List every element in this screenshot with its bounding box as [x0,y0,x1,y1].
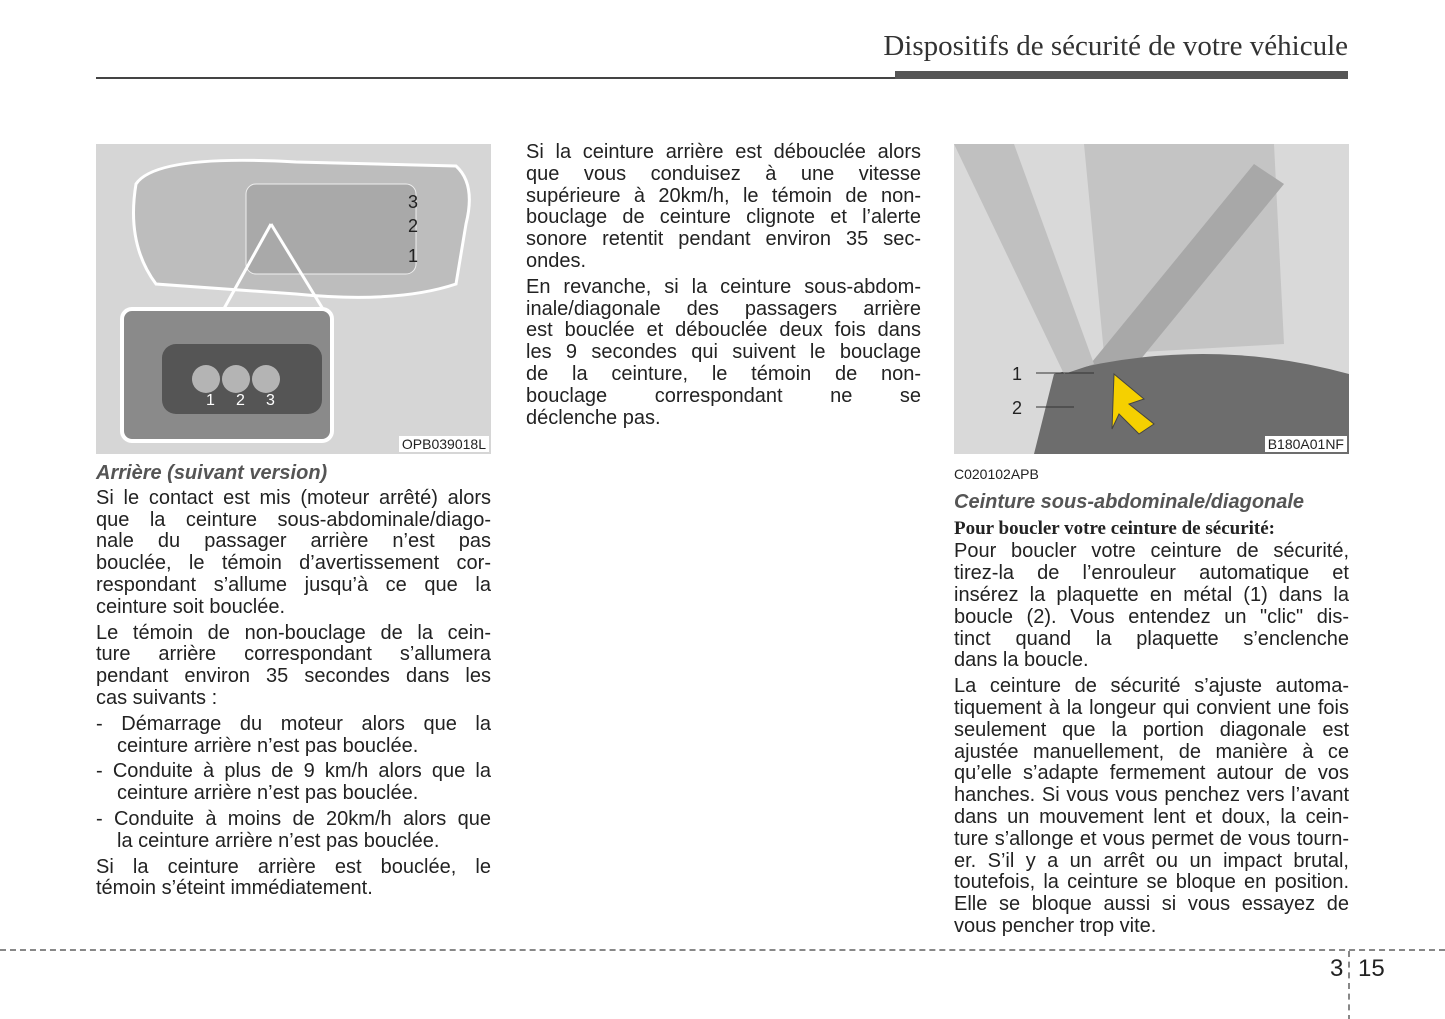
text-line: respondant s’allume jusqu’à ce que la [96,573,491,596]
text-line: - Conduite à moins de 20km/h alors que [96,807,491,830]
paragraph [526,142,921,273]
text-line: tiquement à la longeur qui convient une fois [954,696,1349,719]
text-line: dans un mouvement lent et doux, la cein- [954,805,1349,828]
text-line: er. S’il y a un arrêt ou un impact brutal, [954,849,1349,872]
text-line: tinct quand la plaquette s’enclenche [954,627,1349,650]
text-line: boucle (2). Vous entendez un "clic" dis- [954,605,1349,628]
text-line: la ceinture arrière n’est pas bouclée. [117,829,440,852]
header-bar [895,71,1348,79]
text-line: vous pencher trop vite. [954,914,1157,937]
text-line: Si la ceinture arrière est bouclée, le [96,855,491,878]
text-line: ondes. [526,249,587,272]
figure-caption: OPB039018L [399,436,489,452]
section-heading: Ceinture sous-abdominale/diagonale [954,490,1305,513]
label-buckle-2: 2 [1012,398,1023,418]
column-right [954,464,1349,942]
text-line: témoin s’éteint immédiatement. [96,877,373,900]
paragraph [526,277,921,430]
text-line: dans la boucle. [954,649,1089,672]
indicator-label-2: 2 [236,392,245,409]
bullet-item [96,809,491,853]
text-line: que la ceinture sous-abdominale/diago- [96,508,491,531]
text-line: bouclage de ceinture clignote et l’alerte [526,206,921,229]
indicator-label-3: 3 [266,392,275,409]
header-rule [96,77,896,79]
text-line: déclenche pas. [526,406,661,429]
text-line: - Démarrage du moteur alors que la [96,712,491,735]
subheading: Pour boucler votre ceinture de sécurité: [954,517,1275,539]
seat-label-1: 1 [408,246,419,266]
page-header-title: Dispositifs de sécurité de votre véhicule [883,30,1348,62]
label-plate-1: 1 [1012,364,1023,384]
text-line: tirez-la de l’enrouleur automatique et [954,562,1349,585]
text-line: ceinture arrière n’est pas bouclée. [117,782,419,805]
section-heading: Arrière (suivant version) [96,462,328,484]
text-line: Pour boucler votre ceinture de sécurité, [954,540,1349,563]
text-line: ture arrière correspondant s’allumera [96,643,491,666]
paragraph [96,488,491,619]
text-line: sonore retentit pendant environ 35 sec- [526,228,921,251]
paragraph [954,541,1349,672]
text-line: inale/diagonale des passagers arrière [526,297,921,320]
paragraph [96,623,491,710]
text-line: pendant environ 35 secondes dans les [96,665,491,688]
column-left [96,463,491,904]
text-line: Si la ceinture arrière est débouclée alors [526,141,921,163]
figure-seatbelt-fastening [954,144,1349,454]
text-line: cas suivants : [96,686,218,709]
figure-rear-seat-indicator [96,144,491,454]
text-line: - Conduite à plus de 9 km/h alors que la [96,760,491,783]
text-line: est bouclée et débouclée deux fois dans [526,319,921,342]
bullet-item [96,714,491,758]
seat-label-2: 2 [408,216,419,236]
text-line: ceinture soit bouclée. [96,595,286,618]
text-line: insérez la plaquette en métal (1) dans la [954,583,1349,606]
paragraph [954,676,1349,938]
page-number: 15 [1358,955,1385,982]
text-line: seulement que la portion diagonale est [954,718,1349,741]
text-line: que vous conduisez à une vitesse [526,162,921,185]
text-line: bouclée, le témoin d’avertissement cor- [96,552,491,575]
text-line: les 9 secondes qui suivent le bouclage [526,341,921,364]
section-code: C020102APB [954,466,1039,482]
text-line: En revanche, si la ceinture sous-abdom- [526,275,921,298]
text-line: qu’elle s’adapte fermement autour de vos [954,762,1349,785]
text-line: Le témoin de non-bouclage de la cein- [96,621,491,644]
text-line: Si le contact est mis (moteur arrêté) alors [96,486,491,509]
figure-caption: B180A01NF [1265,436,1347,452]
column-middle [526,142,921,433]
paragraph [96,857,491,901]
car-topview-illustration [96,144,491,454]
text-line: La ceinture de sécurité s’ajuste automa- [954,675,1349,698]
text-line: ceinture arrière n’est pas bouclée. [117,734,419,757]
page-number-divider [1348,951,1350,1019]
text-line: Elle se bloque aussi si vous essayez de [954,893,1349,916]
footer-divider [0,949,1445,951]
text-line: ajustée manuellement, de manière à ce [954,740,1349,763]
text-line: nale du passager arrière n’est pas [96,530,491,553]
text-line: hanches. Si vous vous penchez vers l’avant [954,784,1349,807]
text-line: toutefois, la ceinture se bloque en position. [954,871,1349,894]
text-line: de la ceinture, le témoin de non- [526,362,921,385]
bullet-item [96,761,491,805]
text-line: supérieure à 20km/h, le témoin de non- [526,184,921,207]
chapter-number: 3 [1330,955,1344,982]
seat-label-3: 3 [408,192,419,212]
text-line: ture s’allonge et vous permet de vous tourn- [954,827,1349,850]
text-line: bouclage correspondant ne se [526,384,921,407]
indicator-label-1: 1 [206,392,215,409]
